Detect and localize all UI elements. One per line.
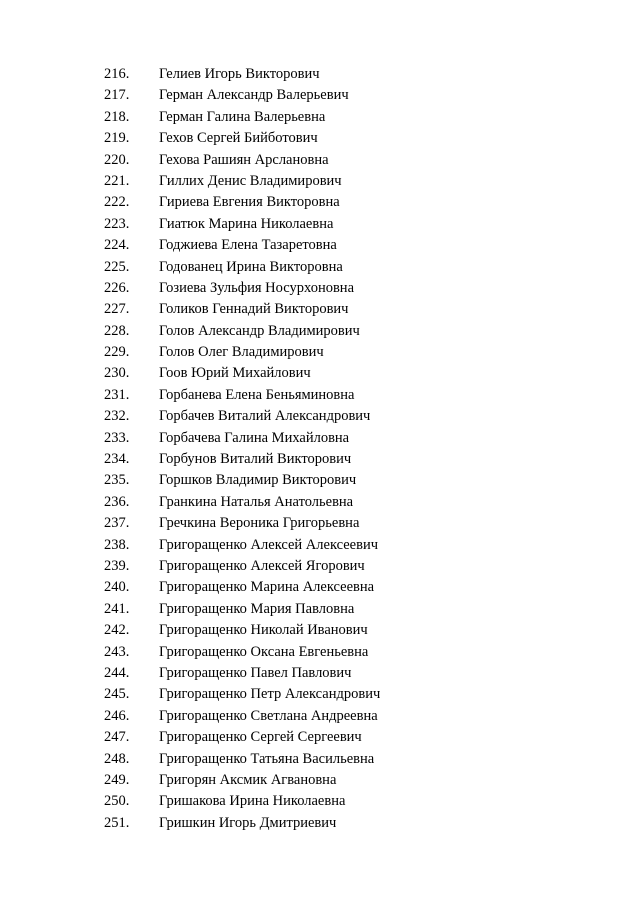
list-item-name: Герман Александр Валерьевич [159, 87, 349, 104]
list-item [0, 299, 640, 320]
list-item [0, 363, 640, 384]
list-item-number: 221. [104, 172, 130, 189]
list-item-number: 227. [104, 301, 130, 318]
list-item-name: Горбачева Галина Михайловна [159, 429, 350, 446]
list-item-name: Гришкин Игорь Дмитриевич [159, 814, 337, 831]
list-item [0, 684, 640, 705]
list-item-number: 250. [104, 793, 130, 810]
list-item-number: 219. [104, 130, 130, 147]
list-item-name: Гириева Евгения Викторовна [159, 194, 340, 211]
list-item-number: 235. [104, 472, 130, 489]
list-item [0, 620, 640, 641]
list-item-number: 218. [104, 108, 130, 125]
list-item [0, 556, 640, 577]
list-item [0, 770, 640, 791]
list-item-name: Григоращенко Николай Иванович [159, 622, 368, 639]
list-item [0, 813, 640, 834]
list-item [0, 85, 640, 106]
list-item-number: 231. [104, 386, 130, 403]
list-item-number: 229. [104, 344, 130, 361]
list-item-name: Гришакова Ирина Николаевна [159, 793, 346, 810]
list-item-name: Гиллих Денис Владимирович [159, 172, 342, 189]
name-list [0, 64, 640, 834]
list-item-name: Голов Александр Владимирович [159, 322, 360, 339]
list-item-number: 241. [104, 600, 130, 617]
list-item-name: Годованец Ирина Викторовна [159, 258, 343, 275]
list-item [0, 321, 640, 342]
list-item-name: Григоращенко Мария Павловна [159, 600, 355, 617]
list-item-number: 240. [104, 579, 130, 596]
list-item-number: 230. [104, 365, 130, 382]
list-item [0, 791, 640, 812]
list-item-number: 239. [104, 557, 130, 574]
list-item [0, 577, 640, 598]
list-item-name: Гозиева Зульфия Носурхоновна [159, 279, 354, 296]
list-item-number: 234. [104, 451, 130, 468]
list-item-name: Герман Галина Валерьевна [159, 108, 326, 125]
list-item-number: 216. [104, 66, 130, 82]
list-item [0, 128, 640, 149]
list-item-number: 236. [104, 493, 130, 510]
list-item-name: Григоращенко Алексей Алексеевич [159, 536, 379, 553]
list-item-name: Гехов Сергей Бийботович [159, 130, 318, 147]
list-item-number: 224. [104, 237, 130, 254]
list-item [0, 642, 640, 663]
list-item-number: 226. [104, 279, 130, 296]
list-item-name: Голиков Геннадий Викторович [159, 301, 349, 318]
list-item [0, 150, 640, 171]
list-item [0, 727, 640, 748]
list-item-name: Гелиев Игорь Викторович [159, 66, 320, 82]
list-item-name: Горбунов Виталий Викторович [159, 451, 352, 468]
list-item-number: 237. [104, 515, 130, 532]
list-item-number: 220. [104, 151, 130, 168]
list-item-number: 242. [104, 622, 130, 639]
list-item-name: Григоращенко Петр Александрович [159, 686, 381, 703]
list-item-name: Горбачев Виталий Александрович [159, 408, 371, 425]
list-item-name: Григоращенко Оксана Евгеньевна [159, 643, 369, 660]
list-item [0, 535, 640, 556]
list-item [0, 107, 640, 128]
list-item [0, 706, 640, 727]
list-item-number: 217. [104, 87, 130, 104]
list-item [0, 235, 640, 256]
list-item [0, 214, 640, 235]
list-item-name: Григоращенко Алексей Ягорович [159, 557, 365, 574]
list-item-number: 249. [104, 771, 130, 788]
list-item-name: Гехова Рашиян Арслановна [159, 151, 329, 168]
list-item-name: Григоращенко Павел Павлович [159, 664, 352, 681]
list-item-number: 222. [104, 194, 130, 211]
list-item [0, 192, 640, 213]
list-item [0, 64, 640, 85]
list-item [0, 749, 640, 770]
list-item-number: 228. [104, 322, 130, 339]
list-item [0, 513, 640, 534]
list-item-number: 245. [104, 686, 130, 703]
list-item-name: Григоращенко Сергей Сергеевич [159, 729, 362, 746]
list-item-number: 246. [104, 707, 130, 724]
list-item-number: 248. [104, 750, 130, 767]
list-item-number: 251. [104, 814, 130, 831]
list-item [0, 171, 640, 192]
list-item [0, 278, 640, 299]
list-item [0, 428, 640, 449]
list-item-name: Григоращенко Татьяна Васильевна [159, 750, 375, 767]
list-item-number: 223. [104, 215, 130, 232]
list-item [0, 257, 640, 278]
list-item [0, 663, 640, 684]
list-item-number: 233. [104, 429, 130, 446]
list-item-number: 238. [104, 536, 130, 553]
list-item [0, 342, 640, 363]
list-item-name: Годжиева Елена Тазаретовна [159, 237, 337, 254]
list-item-name: Голов Олег Владимирович [159, 344, 324, 361]
list-item-name: Григорян Аксмик Агвановна [159, 771, 337, 788]
list-item-name: Гранкина Наталья Анатольевна [159, 493, 354, 510]
list-item-number: 244. [104, 664, 130, 681]
list-item-name: Гоов Юрий Михайлович [159, 365, 311, 382]
list-item-number: 243. [104, 643, 130, 660]
list-item-name: Горшков Владимир Викторович [159, 472, 357, 489]
list-item-name: Григоращенко Марина Алексеевна [159, 579, 375, 596]
list-item-number: 232. [104, 408, 130, 425]
list-item [0, 470, 640, 491]
list-item [0, 385, 640, 406]
list-item [0, 449, 640, 470]
list-item [0, 406, 640, 427]
list-item [0, 599, 640, 620]
list-item [0, 492, 640, 513]
list-item-name: Григоращенко Светлана Андреевна [159, 707, 378, 724]
list-item-name: Гречкина Вероника Григорьевна [159, 515, 360, 532]
list-item-number: 247. [104, 729, 130, 746]
list-item-number: 225. [104, 258, 130, 275]
list-item-name: Горбанева Елена Беньяминовна [159, 386, 355, 403]
list-item-name: Гиатюк Марина Николаевна [159, 215, 334, 232]
